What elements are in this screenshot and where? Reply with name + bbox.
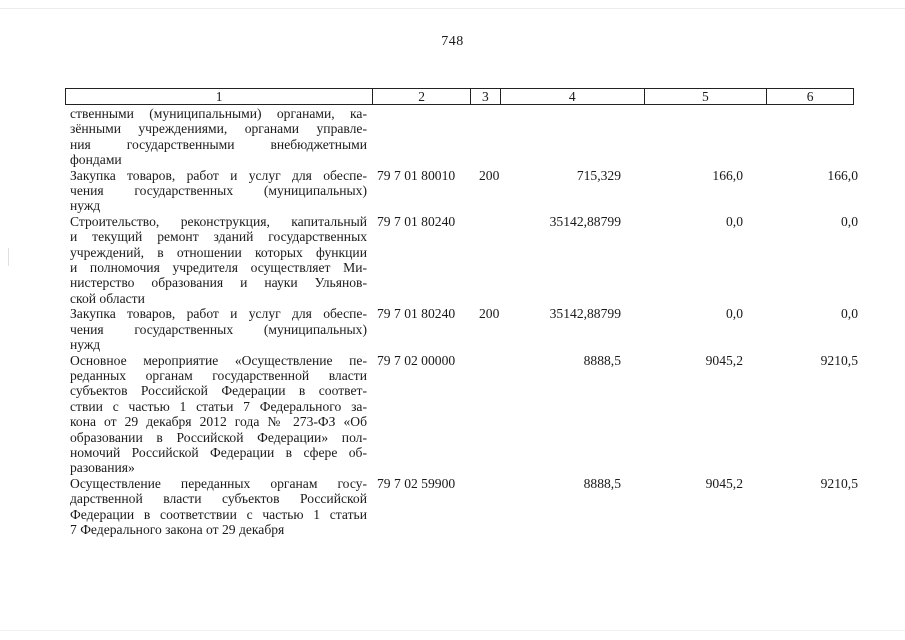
description-line: дарственной власти субъектов Российской — [70, 491, 367, 507]
row-description — [70, 306, 367, 352]
description-line: Осуществление переданных органам госу- — [70, 475, 367, 491]
description-line: 7 Федерального закона от 29 декабря — [70, 521, 285, 537]
row-value-col5: 9045,2 — [705, 352, 743, 368]
column-number-1: 1 — [66, 89, 373, 104]
row-expense-type — [479, 476, 515, 538]
table-row — [70, 168, 860, 214]
row-expense-type: 200 — [479, 306, 500, 322]
row-description — [70, 168, 367, 214]
description-line: чения государственных (муниципальных) — [70, 321, 367, 337]
row-value-col4: 8888,5 — [583, 475, 621, 491]
description-line: разования» — [70, 460, 135, 476]
row-value-col5: 0,0 — [726, 306, 743, 322]
description-line: Закупка товаров, работ и услуг для обеспе- — [70, 167, 367, 183]
table-row — [70, 106, 860, 168]
row-value-col5 — [621, 106, 743, 168]
row-expense-type — [479, 353, 515, 476]
table-row — [70, 214, 860, 306]
description-line: Основное мероприятие «Осуществление пе- — [70, 352, 367, 368]
budget-table-body — [70, 106, 860, 537]
row-expense-type — [479, 214, 515, 306]
row-value-col6: 9210,5 — [820, 475, 858, 491]
description-line: и полномочия учредителя осуществляет Ми- — [70, 260, 367, 276]
page-number: 748 — [441, 34, 464, 49]
description-line: номочий Российской Федерации в сфере об- — [70, 444, 367, 460]
table-row — [70, 306, 860, 352]
row-value-col5: 0,0 — [726, 213, 743, 229]
description-line: зёнными учреждениями, органами управле- — [70, 121, 367, 137]
description-line: ственными (муниципальными) органами, ка- — [70, 106, 367, 121]
description-line: Строительство, реконструкция, капитальный — [70, 213, 367, 229]
description-line: и текущий ремонт зданий государственных — [70, 229, 367, 245]
row-description — [70, 214, 367, 306]
row-expense-type: 200 — [479, 167, 500, 183]
description-line: ствии с частью 1 статьи 7 Федерального за- — [70, 398, 367, 414]
description-line: реданных органам государственной власти — [70, 367, 367, 383]
column-number-3: 3 — [471, 89, 501, 104]
row-value-col6 — [743, 106, 858, 168]
scan-artifact-left — [8, 248, 9, 266]
row-value-col6: 0,0 — [841, 213, 858, 229]
row-code — [367, 106, 479, 168]
table-column-numbers — [65, 88, 854, 105]
column-number-4: 4 — [501, 89, 645, 104]
row-code: 79 7 01 80240 — [377, 213, 456, 229]
description-line: нужд — [70, 337, 101, 353]
row-description — [70, 476, 367, 538]
row-code: 79 7 02 59900 — [377, 475, 456, 491]
row-value-col4 — [515, 106, 621, 168]
row-value-col6: 166,0 — [827, 167, 858, 183]
description-line: кона от 29 декабря 2012 года № 273-ФЗ «Об — [70, 414, 367, 430]
description-line: ской области — [70, 290, 145, 306]
description-line: чения государственных (муниципальных) — [70, 183, 367, 199]
scan-artifact-top — [0, 8, 905, 9]
description-line: нужд — [70, 198, 101, 214]
table-row — [70, 476, 860, 538]
column-number-2: 2 — [373, 89, 471, 104]
description-line: ния государственными внебюджетными — [70, 136, 367, 152]
row-code: 79 7 01 80240 — [377, 306, 456, 322]
row-description — [70, 106, 367, 168]
row-value-col6: 0,0 — [841, 306, 858, 322]
description-line: субъектов Российской Федерации в соответ- — [70, 383, 367, 399]
column-number-6: 6 — [806, 89, 814, 104]
description-line: учреждений, в отношении которых функции — [70, 244, 367, 260]
row-value-col4: 35142,88799 — [549, 213, 621, 229]
description-line: фондами — [70, 152, 122, 168]
row-code: 79 7 02 00000 — [377, 352, 456, 368]
row-description — [70, 353, 367, 476]
description-line: образовании в Российской Федерации» пол- — [70, 429, 367, 445]
row-value-col5: 166,0 — [712, 167, 743, 183]
scan-artifact-bottom — [0, 630, 905, 631]
row-value-col6: 9210,5 — [820, 352, 858, 368]
row-value-col4: 715,329 — [576, 167, 621, 183]
description-line: нистерство образования и науки Ульянов- — [70, 275, 367, 291]
column-number-5: 5 — [645, 89, 768, 104]
row-value-col4: 35142,88799 — [549, 306, 621, 322]
description-line: Закупка товаров, работ и услуг для обеспе- — [70, 306, 367, 322]
description-line: Федерации в соответствии с частью 1 статьи — [70, 506, 367, 522]
row-expense-type — [479, 106, 515, 168]
row-value-col5: 9045,2 — [705, 475, 743, 491]
row-code: 79 7 01 80010 — [377, 167, 456, 183]
table-row — [70, 353, 860, 476]
row-value-col4: 8888,5 — [583, 352, 621, 368]
